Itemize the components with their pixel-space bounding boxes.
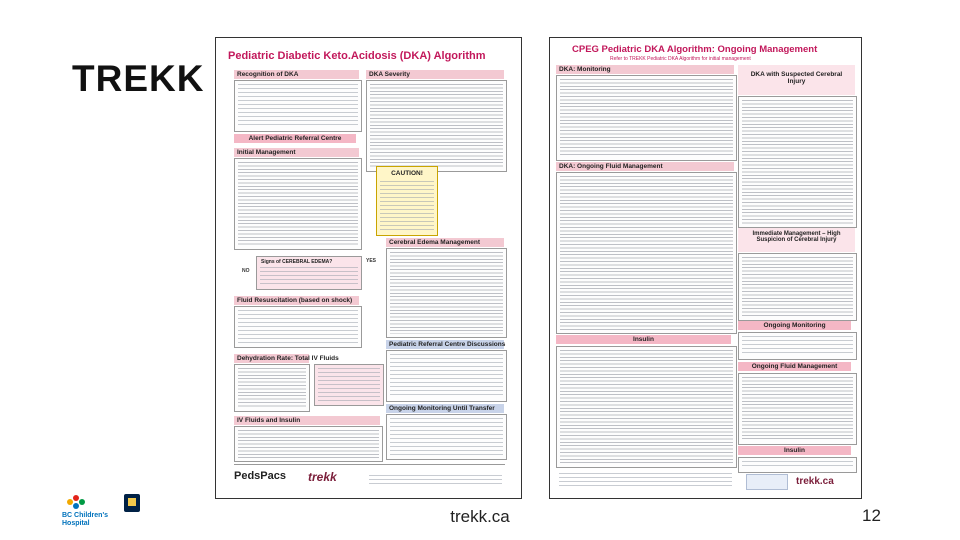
header-immediate-management: Immediate Management – High Suspicion of Cerebral Injury — [752, 231, 841, 243]
header-suspected-cerebral: DKA with Suspected Cerebral Injury — [750, 71, 843, 85]
poster-right-title: CPEG Pediatric DKA Algorithm: Ongoing Management — [572, 44, 818, 55]
header-fluid-resuscitation: Fluid Resuscitation (based on shock) — [234, 296, 359, 305]
cerebral-signs-label: Signs of CEREBRAL EDEMA? — [261, 259, 333, 265]
header-ongoing-monitoring-right: Ongoing Monitoring — [738, 321, 851, 330]
page-number: 12 — [862, 506, 881, 525]
footer-text — [366, 472, 505, 488]
ongoing-monitoring-right-box — [738, 332, 857, 360]
header-alert-referral: Alert Pediatric Referral Centre — [234, 134, 356, 143]
footer-divider — [234, 464, 505, 465]
poster-right-subtitle: Refer to TREKK Pediatric DKA Algorithm for initial management — [610, 56, 751, 62]
ongoing-fluid-right-box — [738, 373, 857, 445]
immediate-mgmt-header-box — [738, 228, 855, 252]
header-dehydration-rate: Dehydration Rate: Total IV Fluids — [234, 354, 309, 363]
header-referral-discussions: Pediatric Referral Centre Discussions — [386, 340, 504, 349]
header-ongoing-fluid: DKA: Ongoing Fluid Management — [556, 162, 734, 171]
header-severity: DKA Severity — [366, 70, 504, 79]
pedspacs-logo: PedsPacs — [234, 470, 286, 482]
cerebral-signs-box — [256, 256, 362, 290]
suspected-cerebral-header-box — [738, 65, 855, 95]
cpeg-logo — [746, 474, 788, 490]
iv-fluids-box — [234, 426, 383, 462]
brand-title: TREKK — [72, 58, 205, 99]
ongoing-monitoring-box — [386, 414, 507, 460]
poster-left-title: Pediatric Diabetic Keto.Acidosis (DKA) Algorithm — [228, 50, 486, 62]
trekk-logo-right: trekk.ca — [796, 476, 834, 487]
header-insulin-right: Insulin — [738, 446, 851, 455]
fluid-resuscitation-box — [234, 306, 362, 348]
footer-url: trekk.ca — [450, 507, 510, 526]
header-dka-monitoring: DKA: Monitoring — [556, 65, 734, 74]
hospital-logo-text: BC Children's Hospital — [62, 512, 109, 527]
trekk-logo-left: trekk — [308, 470, 337, 484]
referral-discussions-box — [386, 350, 507, 402]
no-label: NO — [242, 268, 250, 274]
poster-right-footnote — [556, 470, 735, 490]
severity-box — [366, 80, 507, 172]
header-cerebral-edema-mgmt: Cerebral Edema Management — [386, 238, 504, 247]
cerebral-edema-mgmt-box — [386, 248, 507, 338]
recognition-box — [234, 80, 362, 132]
suspected-cerebral-box — [738, 96, 857, 228]
poster-dka-algorithm — [215, 37, 522, 499]
immediate-mgmt-box — [738, 253, 857, 321]
caution-label: CAUTION! — [391, 170, 423, 177]
header-iv-fluids-insulin: IV Fluids and Insulin — [234, 416, 380, 425]
monitoring-box — [556, 75, 737, 161]
bolus-box — [314, 364, 384, 406]
poster-cpeg-algorithm — [549, 37, 862, 499]
header-insulin: Insulin — [556, 335, 731, 344]
dehydration-table — [234, 364, 310, 412]
insulin-right-box — [738, 457, 857, 473]
header-recognition: Recognition of DKA — [234, 70, 359, 79]
header-ongoing-fluid-right: Ongoing Fluid Management — [738, 362, 851, 371]
yes-label: YES — [366, 258, 377, 264]
initial-management-box — [234, 158, 362, 250]
header-ongoing-monitoring: Ongoing Monitoring Until Transfer — [386, 404, 504, 413]
caution-box — [376, 166, 438, 236]
insulin-box — [556, 346, 737, 468]
header-initial-management: Initial Management — [234, 148, 359, 157]
ongoing-fluid-box — [556, 172, 737, 334]
